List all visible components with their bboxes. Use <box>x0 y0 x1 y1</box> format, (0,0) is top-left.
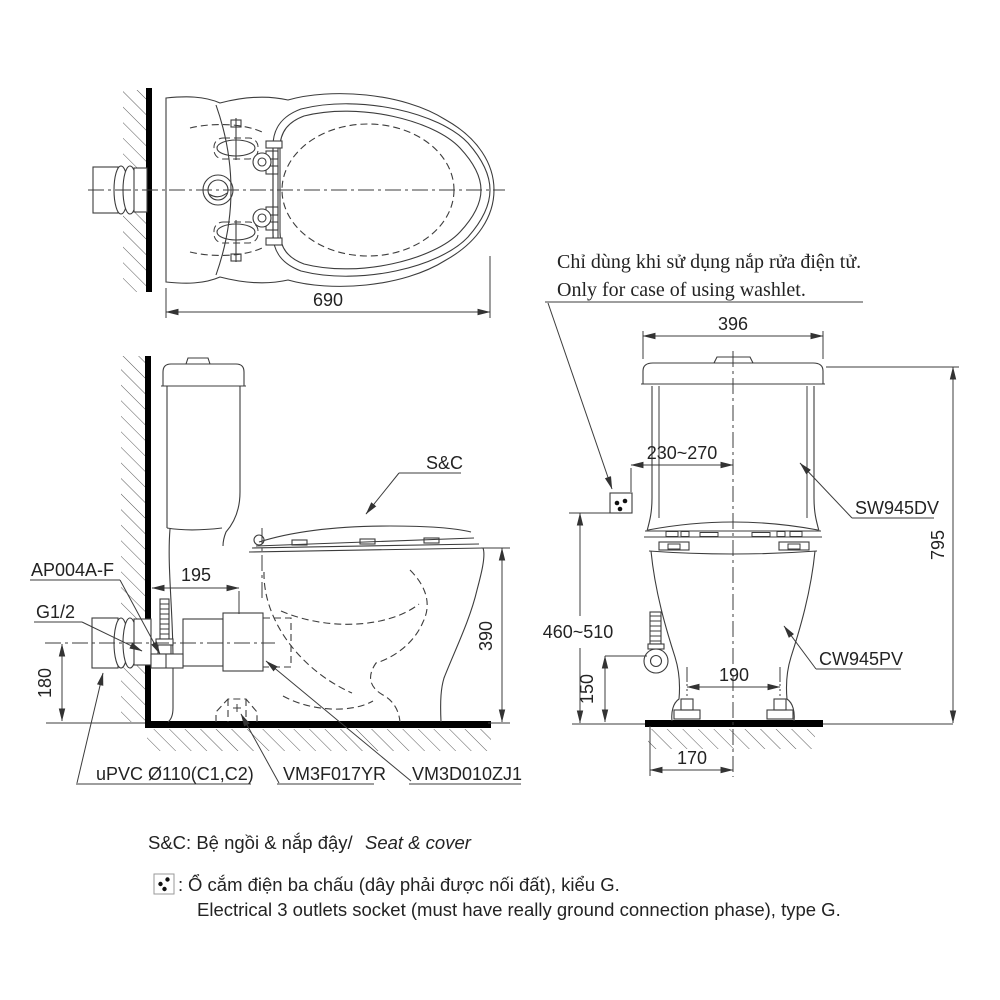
legend-outlet-vi: Ổ cắm điện ba chấu (dây phải được nối đất), kiểu G. <box>188 874 620 895</box>
dim-supply-height: 180 <box>35 667 55 699</box>
note-leader <box>548 303 612 489</box>
side-wall <box>145 356 151 724</box>
drain-pipe-label: uPVC Ø110(C1,C2) <box>96 764 254 784</box>
outlet-symbol <box>569 493 632 513</box>
side-floor-flange <box>216 699 257 722</box>
legend-seat-cover-vi: S&C: Bệ ngồi & nắp đậy/ <box>148 832 353 853</box>
plan-detail-dash-top <box>190 125 262 132</box>
side-label-upvc <box>76 673 254 784</box>
dim-bowl-height: 390 <box>476 620 496 652</box>
front-dim-150 <box>577 656 647 722</box>
legend-seat-cover-en: Seat & cover <box>365 832 471 853</box>
front-dim-795 <box>826 367 959 723</box>
side-seat-cover <box>249 526 484 598</box>
plan-detail-dash-bottom <box>190 248 262 255</box>
plan-tank-bolt-top <box>214 118 258 160</box>
footer-legend <box>148 832 841 920</box>
side-tank <box>161 358 246 546</box>
seat-cover-callout: S&C <box>426 453 464 473</box>
legend-outlet-colon: : <box>178 874 184 895</box>
side-supply-assembly <box>45 599 291 671</box>
front-label-cw945pv <box>784 626 903 669</box>
side-dim-180 <box>35 644 62 721</box>
dim-valve-setback: 195 <box>180 565 212 585</box>
front-view <box>543 314 959 777</box>
plan-hinge-cap-bottom <box>266 238 282 245</box>
plan-view <box>88 88 505 318</box>
plan-hinge-cap-top <box>266 141 282 148</box>
dim-overall-depth: 690 <box>312 290 344 310</box>
side-floor <box>145 721 491 728</box>
dim-outlet-height-range: 460~510 <box>542 622 614 642</box>
front-floor-hatch <box>648 729 815 749</box>
dim-bolt-spacing: 190 <box>718 665 750 685</box>
outlet-legend-icon <box>154 874 174 894</box>
legend-outlet-en: Electrical 3 outlets socket (must have really ground connection phase), type G. <box>197 899 841 920</box>
front-floor <box>645 720 823 727</box>
note-english: Only for case of using washlet. <box>557 279 806 301</box>
flange-label: VM3F017YR <box>283 764 387 784</box>
dim-total-height: 795 <box>928 529 948 561</box>
stop-valve-label: AP004A-F <box>31 560 115 580</box>
front-dim-230-270 <box>631 443 733 492</box>
dim-outlet-side-offset: 230~270 <box>646 443 718 463</box>
front-label-sw945dv <box>800 463 939 518</box>
hose-label: VM3D010ZJ1 <box>412 764 523 784</box>
dim-bolt-height: 150 <box>577 673 597 705</box>
side-floor-hatch <box>147 729 491 751</box>
plan-tank-bolt-bottom <box>214 220 258 262</box>
front-dim-190 <box>687 665 780 687</box>
dim-tank-width: 396 <box>717 314 749 334</box>
front-bowl-right <box>786 551 815 721</box>
thread-size-label: G1/2 <box>36 602 76 622</box>
side-label-sc <box>366 453 463 514</box>
side-trapway-dashed <box>264 570 427 722</box>
side-view <box>30 356 522 784</box>
bowl-model-label: CW945PV <box>819 649 904 669</box>
note-vietnamese: Chỉ dùng khi sử dụng nắp rửa điện tử. <box>557 251 862 273</box>
side-stop-valve <box>151 599 183 668</box>
side-wall-hatch <box>121 356 145 722</box>
washlet-model-label: SW945DV <box>855 498 940 518</box>
plan-dim-690 <box>166 256 490 318</box>
dim-base-center-offset: 170 <box>676 748 708 768</box>
plan-hinge-bolt-top <box>253 151 278 174</box>
